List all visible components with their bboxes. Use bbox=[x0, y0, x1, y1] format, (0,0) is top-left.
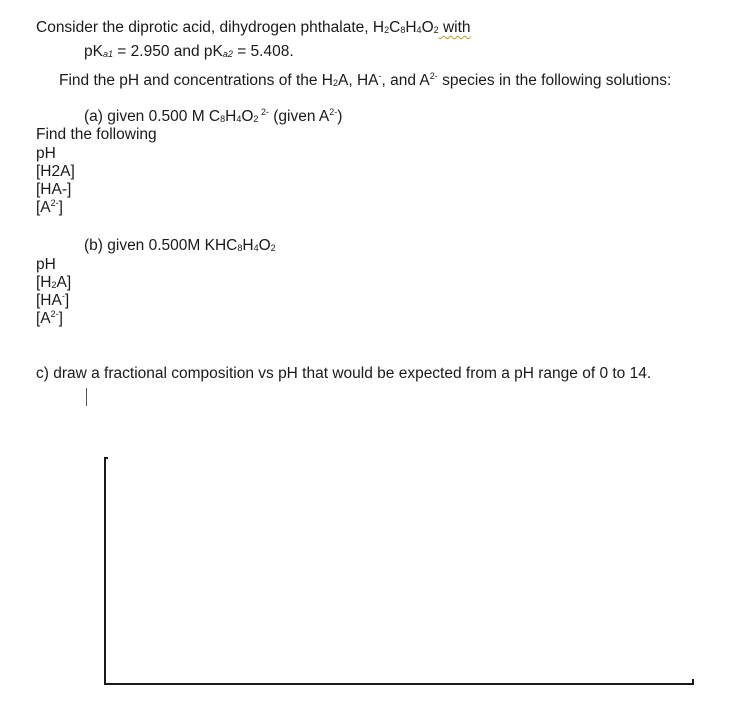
intro-line bbox=[36, 19, 471, 37]
list-a-ha: [HA-] bbox=[36, 181, 72, 198]
list-b-ph: pH bbox=[36, 256, 56, 273]
intro-with: with bbox=[438, 19, 471, 36]
part-c-line: c) draw a fractional composition vs pH that would be expected from a pH range of 0 to 14. bbox=[36, 365, 652, 382]
list-a-ph: pH bbox=[36, 145, 56, 162]
list-b-h2a: $[H_2A]$ bbox=[36, 274, 72, 291]
y-axis-top-tick bbox=[104, 457, 108, 459]
intro-text: Consider the diprotic acid, dihydrogen phthalate, bbox=[36, 19, 373, 36]
part-b-line: (b) given 0.500M $KHC_8H_4O_2$ bbox=[84, 237, 276, 254]
y-axis-line bbox=[104, 457, 106, 685]
pka-line: $pK_{a1} = 2.950$ and $pK_{a2} = 5.408$. bbox=[84, 43, 294, 60]
find-line: Find the pH and concentrations of the $H_2A$, HA-, and $A^{2-}$ species in the following solutions: bbox=[59, 71, 672, 89]
x-axis-end-tick bbox=[692, 679, 694, 684]
find-following: Find the following bbox=[36, 126, 157, 143]
list-a-a2: $[A^{2-}]$ bbox=[36, 198, 63, 216]
list-b-a2: $[A^{2-}]$ bbox=[36, 309, 63, 327]
x-axis-line bbox=[104, 683, 694, 685]
drawing-area[interactable] bbox=[104, 457, 694, 685]
intro-formula: $H_2C_8H_4O_2$ bbox=[372, 19, 439, 36]
part-a-line: (a) given 0.500 M $C_8H_4O_2$ $^{2-}$ (given $A^{2-}$) bbox=[84, 107, 343, 125]
text-cursor bbox=[86, 388, 87, 406]
list-a-h2a: [H2A] bbox=[36, 163, 75, 180]
list-b-ha: [HA-] bbox=[36, 291, 70, 309]
